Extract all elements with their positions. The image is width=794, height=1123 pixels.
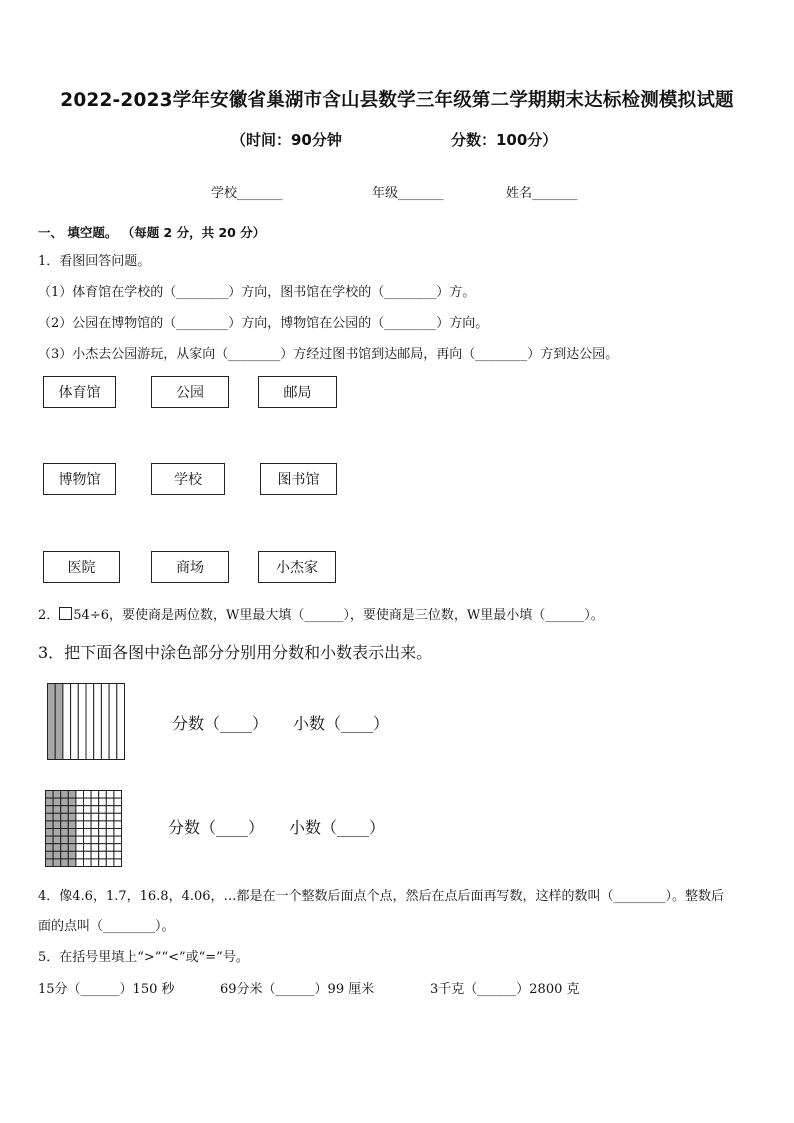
empty-cell [99, 829, 107, 837]
shaded-cell [61, 806, 69, 814]
map-box-hospital: 医院 [43, 551, 120, 583]
empty-cell [84, 806, 92, 814]
q4-line1: 4．像4.6，1.7，16.8，4.06，…都是在一个整数后面点个点，然后在点后面再写数，这样的数叫（________）。整数后 [38, 889, 725, 904]
shaded-cell [46, 836, 54, 844]
empty-cell [106, 836, 114, 844]
empty-cell [99, 798, 107, 806]
blank-square-icon [59, 607, 72, 620]
shaded-cell [61, 798, 69, 806]
shaded-cell [53, 829, 61, 837]
map-box-park: 公园 [151, 376, 229, 408]
map-box-mall: 商场 [151, 551, 229, 583]
q2-number: 2． [38, 608, 60, 623]
empty-cell [114, 844, 122, 852]
empty-cell [84, 829, 92, 837]
shaded-cell [68, 829, 76, 837]
shaded-cell [46, 791, 54, 799]
shaded-cell [46, 844, 54, 852]
empty-cell [91, 791, 99, 799]
shaded-cell [53, 844, 61, 852]
shaded-cell [68, 859, 76, 867]
shaded-cell [53, 859, 61, 867]
empty-cell [84, 813, 92, 821]
empty-cell [114, 813, 122, 821]
shaded-cell [68, 798, 76, 806]
shaded-cell [46, 813, 54, 821]
empty-cell [114, 806, 122, 814]
shaded-cell [46, 829, 54, 837]
shaded-cell [61, 829, 69, 837]
fig2-decimal: 小数（____） [289, 818, 386, 837]
empty-cell [76, 821, 84, 829]
empty-cell [91, 806, 99, 814]
empty-cell [99, 836, 107, 844]
empty-cell [91, 836, 99, 844]
empty-strip [86, 684, 94, 760]
shaded-cell [61, 859, 69, 867]
q1-stem: 1．看图回答问题。 [38, 254, 151, 269]
map-box-home: 小杰家 [258, 551, 336, 583]
empty-cell [76, 798, 84, 806]
empty-cell [84, 798, 92, 806]
empty-cell [84, 821, 92, 829]
school-field: 学校_______ [211, 186, 283, 201]
name-field: 姓名_______ [506, 186, 578, 201]
empty-cell [114, 798, 122, 806]
empty-cell [84, 851, 92, 859]
shaded-cell [68, 791, 76, 799]
empty-cell [106, 844, 114, 852]
map-box-museum: 博物馆 [43, 463, 116, 495]
section-heading: 一、 填空题。 （每题 2 分，共 20 分） [38, 225, 266, 240]
shaded-cell [68, 844, 76, 852]
fig1-decimal: 小数（____） [293, 714, 390, 733]
shaded-strip [55, 684, 63, 760]
shaded-cell [53, 851, 61, 859]
shaded-cell [68, 821, 76, 829]
empty-cell [84, 836, 92, 844]
shaded-cell [53, 813, 61, 821]
shaded-cell [61, 821, 69, 829]
empty-cell [114, 829, 122, 837]
empty-cell [91, 798, 99, 806]
shaded-cell [61, 813, 69, 821]
map-box-library: 图书馆 [260, 463, 337, 495]
empty-cell [91, 829, 99, 837]
empty-cell [99, 813, 107, 821]
empty-cell [76, 836, 84, 844]
q2-text: 54÷6，要使商是两位数，W里最大填（______），要使商是三位数，W里最小填（______）。 [73, 608, 604, 623]
q1-line2: （2）公园在博物馆的（________）方向，博物馆在公园的（________）方向。 [38, 316, 489, 331]
q1-line3: （3）小杰去公园游玩，从家向（________）方经过图书馆到达邮局，再向（________）方到达公园。 [38, 347, 619, 362]
empty-strip [94, 684, 102, 760]
grade-field: 年级_______ [372, 186, 444, 201]
map-box-school: 学校 [151, 463, 225, 495]
empty-cell [76, 859, 84, 867]
page-title: 2022-2023学年安徽省巢湖市含山县数学三年级第二学期期末达标检测模拟试题 [60, 90, 734, 111]
fig2-fraction: 分数（____） [168, 818, 265, 837]
score-label: 分数：100分） [451, 131, 558, 149]
shaded-cell [53, 836, 61, 844]
empty-cell [106, 813, 114, 821]
q5-stem: 5．在括号里填上“>”“<”或“=”号。 [38, 950, 249, 965]
q5-item-1: 15分（______）150 秒 [38, 982, 175, 997]
empty-strip [101, 684, 109, 760]
empty-cell [99, 851, 107, 859]
q4-line2: 面的点叫（________）。 [38, 919, 175, 934]
empty-cell [91, 821, 99, 829]
map-box-gym: 体育馆 [43, 376, 116, 408]
shaded-cell [61, 791, 69, 799]
shaded-cell [68, 806, 76, 814]
q5-item-2: 69分米（______）99 厘米 [220, 982, 375, 997]
empty-cell [76, 806, 84, 814]
empty-cell [99, 806, 107, 814]
empty-strip [109, 684, 117, 760]
shaded-cell [46, 851, 54, 859]
empty-cell [76, 829, 84, 837]
empty-cell [99, 821, 107, 829]
empty-cell [99, 844, 107, 852]
shaded-cell [53, 821, 61, 829]
empty-cell [99, 791, 107, 799]
shaded-cell [61, 851, 69, 859]
shaded-cell [61, 844, 69, 852]
empty-cell [106, 806, 114, 814]
fig1-fraction: 分数（____） [172, 714, 269, 733]
empty-cell [114, 851, 122, 859]
empty-cell [106, 851, 114, 859]
q1-line1: （1）体育馆在学校的（________）方向，图书馆在学校的（________）方。 [38, 285, 476, 300]
tenths-figure [46, 682, 126, 760]
empty-cell [76, 844, 84, 852]
hundredths-grid-figure [44, 789, 123, 868]
empty-cell [106, 821, 114, 829]
q5-item-3: 3千克（______）2800 克 [430, 982, 580, 997]
shaded-cell [53, 798, 61, 806]
empty-strip [78, 684, 86, 760]
time-label: （时间：90分钟 [231, 131, 342, 149]
empty-cell [76, 791, 84, 799]
shaded-cell [46, 821, 54, 829]
empty-cell [99, 859, 107, 867]
q3-stem: 3．把下面各图中涂色部分分别用分数和小数表示出来。 [38, 643, 433, 662]
q2-line [38, 604, 604, 623]
empty-strip [117, 684, 125, 760]
map-box-post-office: 邮局 [258, 376, 337, 408]
shaded-cell [46, 806, 54, 814]
empty-cell [91, 859, 99, 867]
empty-strip [63, 684, 71, 760]
empty-cell [84, 791, 92, 799]
shaded-cell [61, 836, 69, 844]
empty-cell [106, 798, 114, 806]
empty-cell [84, 844, 92, 852]
empty-cell [114, 859, 122, 867]
empty-cell [106, 829, 114, 837]
shaded-cell [46, 798, 54, 806]
empty-cell [114, 836, 122, 844]
empty-cell [91, 851, 99, 859]
empty-cell [106, 791, 114, 799]
empty-cell [76, 851, 84, 859]
shaded-cell [68, 813, 76, 821]
empty-cell [91, 813, 99, 821]
shaded-cell [68, 851, 76, 859]
shaded-strip [48, 684, 56, 760]
shaded-cell [53, 791, 61, 799]
empty-cell [114, 821, 122, 829]
empty-cell [106, 859, 114, 867]
shaded-cell [68, 836, 76, 844]
empty-cell [76, 813, 84, 821]
shaded-cell [53, 806, 61, 814]
empty-cell [91, 844, 99, 852]
shaded-cell [46, 859, 54, 867]
empty-cell [114, 791, 122, 799]
empty-cell [84, 859, 92, 867]
empty-strip [71, 684, 79, 760]
